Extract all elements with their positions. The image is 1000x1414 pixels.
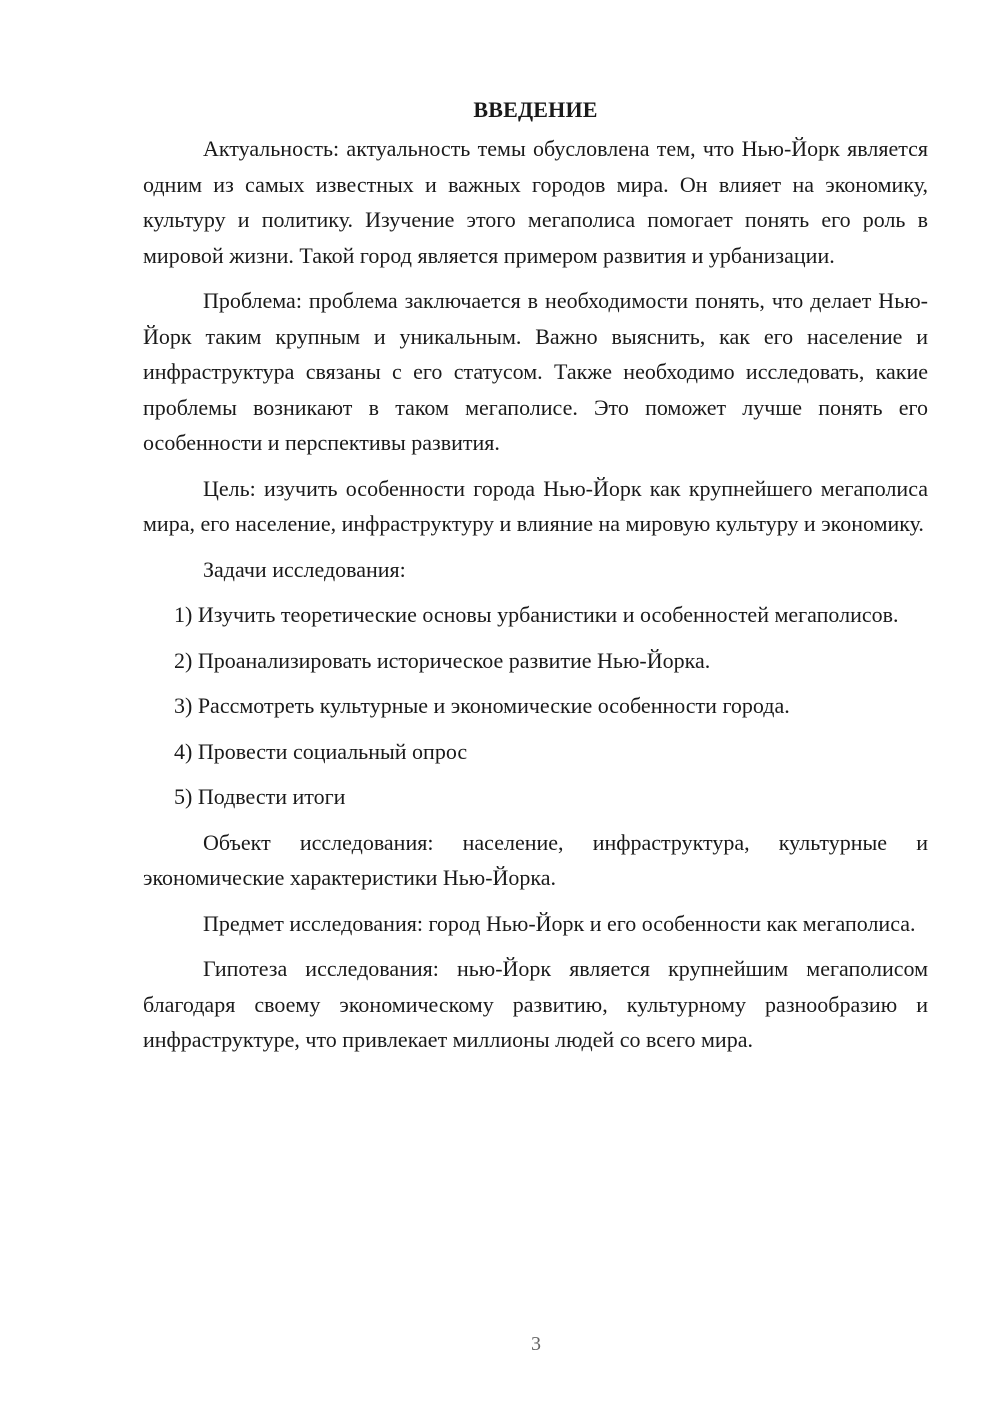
task-item-2: 2) Проанализировать историческое развитие Нью-Йорка. <box>174 647 711 673</box>
paragraph-tasks-heading: Задачи исследования: <box>203 556 406 582</box>
paragraph-relevance: Актуальность: актуальность темы обусловлена тем, что Нью-Йорк является одним из самых известных и важных городов мира. Он влияет на экономику, культуру и политику. Изучение этого мегаполиса помогает понять его роль в мировой жизни. Такой город является примером развития и урбанизации. <box>143 136 928 268</box>
paragraph-object: Объект исследования: население, инфраструктура, культурные и экономические характеристики Нью-Йорка. <box>143 829 928 890</box>
page-number: 3 <box>531 1333 541 1355</box>
paragraph-subject: Предмет исследования: город Нью-Йорк и его особенности как мегаполиса. <box>203 910 916 936</box>
task-item-3: 3) Рассмотреть культурные и экономические особенности города. <box>174 693 790 718</box>
task-item-1: 1) Изучить теоретические основы урбанистики и особенностей мегаполисов. <box>174 602 899 627</box>
document-page <box>143 92 928 1068</box>
task-item-4: 4) Провести социальный опрос <box>174 738 468 764</box>
paragraph-goal: Цель: изучить особенности города Нью-Йорк как крупнейшего мегаполиса мира, его население, инфраструктуру и влияние на мировую культуру и экономику. <box>143 475 928 536</box>
paragraph-problem: Проблема: проблема заключается в необходимости понять, что делает Нью-Йорк таким крупным и уникальным. Важно выяснить, как его население и инфраструктура связаны с его статусом. Также необходимо исследовать, какие проблемы возникают в таком мегаполисе. Это поможет лучше понять его особенности и перспективы развития. <box>143 288 928 455</box>
task-item-5: 5) Подвести итоги <box>174 784 346 809</box>
paragraph-hypothesis: Гипотеза исследования: нью-Йорк является крупнейшим мегаполисом благодаря своему экономическому развитию, культурному разнообразию и инфраструктуре, что привлекает миллионы людей со всего мира. <box>143 956 928 1052</box>
page-title: ВВЕДЕНИЕ <box>473 97 598 122</box>
